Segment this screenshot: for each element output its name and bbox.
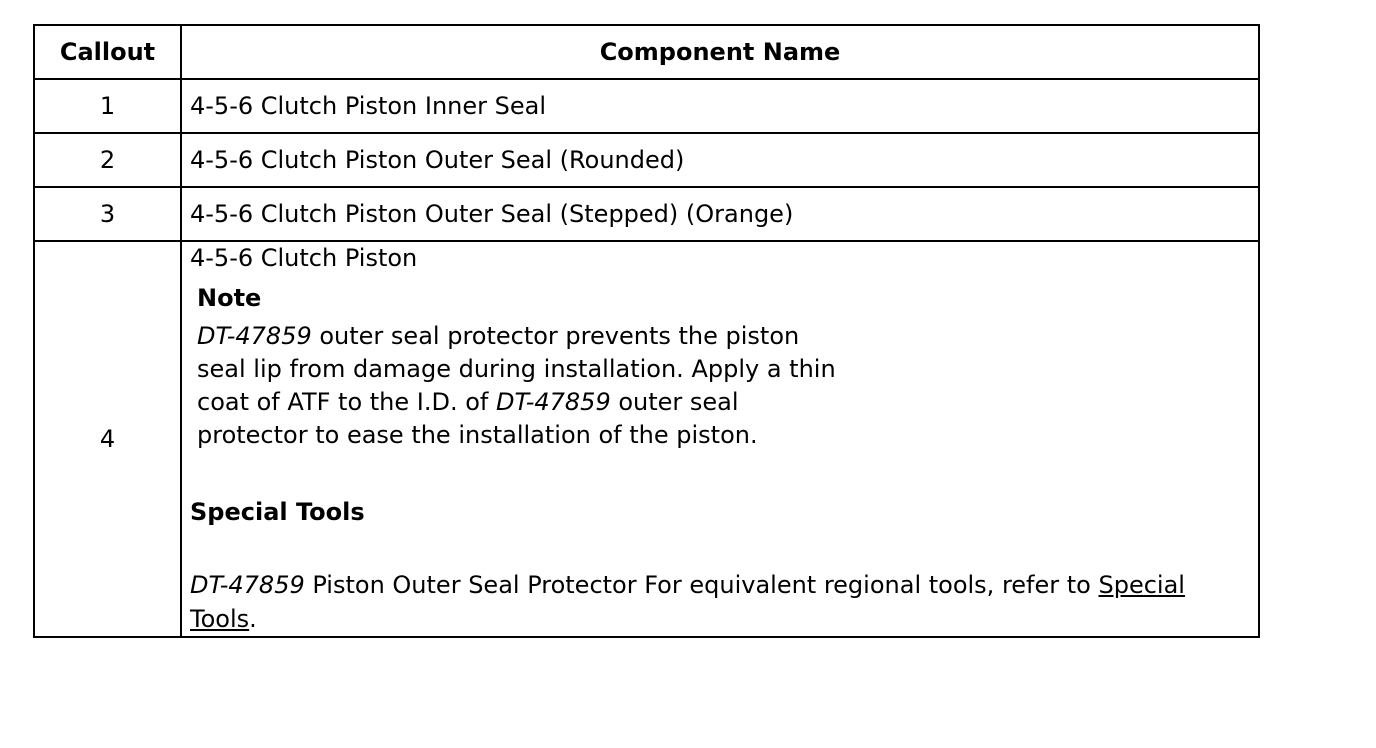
special-tools-link[interactable]: Special Tools: [190, 571, 1185, 633]
callout-header: Callout: [34, 25, 181, 79]
component-name: 4-5-6 Clutch Piston Outer Seal (Rounded): [181, 133, 1259, 187]
component-name: 4-5-6 Clutch Piston Inner Seal: [181, 79, 1259, 133]
table-row: [34, 79, 1259, 133]
note-heading: Note: [197, 284, 262, 312]
special-tools-text: Piston Outer Seal Protector For equivalent regional tools, refer to: [304, 571, 1099, 599]
tool-reference: DT-47859: [190, 571, 305, 599]
component-name-header: Component Name: [181, 25, 1259, 79]
table-row: [34, 133, 1259, 187]
callout-table: [33, 24, 1260, 638]
callout-number: 4: [34, 241, 181, 637]
component-name: 4-5-6 Clutch Piston Outer Seal (Stepped) (Orange): [181, 187, 1259, 241]
component-detail: [181, 241, 1259, 637]
table-row: [34, 241, 1259, 637]
tool-reference: DT-47859: [495, 388, 611, 416]
component-name: 4-5-6 Clutch Piston: [190, 244, 418, 272]
note-body: [197, 320, 837, 452]
callout-number: 3: [34, 187, 181, 241]
callout-number: 1: [34, 79, 181, 133]
special-tools-end: .: [249, 605, 257, 633]
note-block: [197, 282, 1250, 452]
note-text: outer seal protector to ease the installation of the piston.: [197, 388, 758, 449]
header-row: [34, 25, 1259, 79]
note-text: outer seal protector prevents the piston seal lip from damage during installation. Apply a thin coat of ATF to the I.D. of: [197, 322, 836, 416]
table-row: [34, 187, 1259, 241]
special-tools-heading: Special Tools: [190, 498, 365, 526]
tool-reference: DT-47859: [197, 322, 312, 350]
special-tools-body: [190, 568, 1250, 636]
callout-number: 2: [34, 133, 181, 187]
